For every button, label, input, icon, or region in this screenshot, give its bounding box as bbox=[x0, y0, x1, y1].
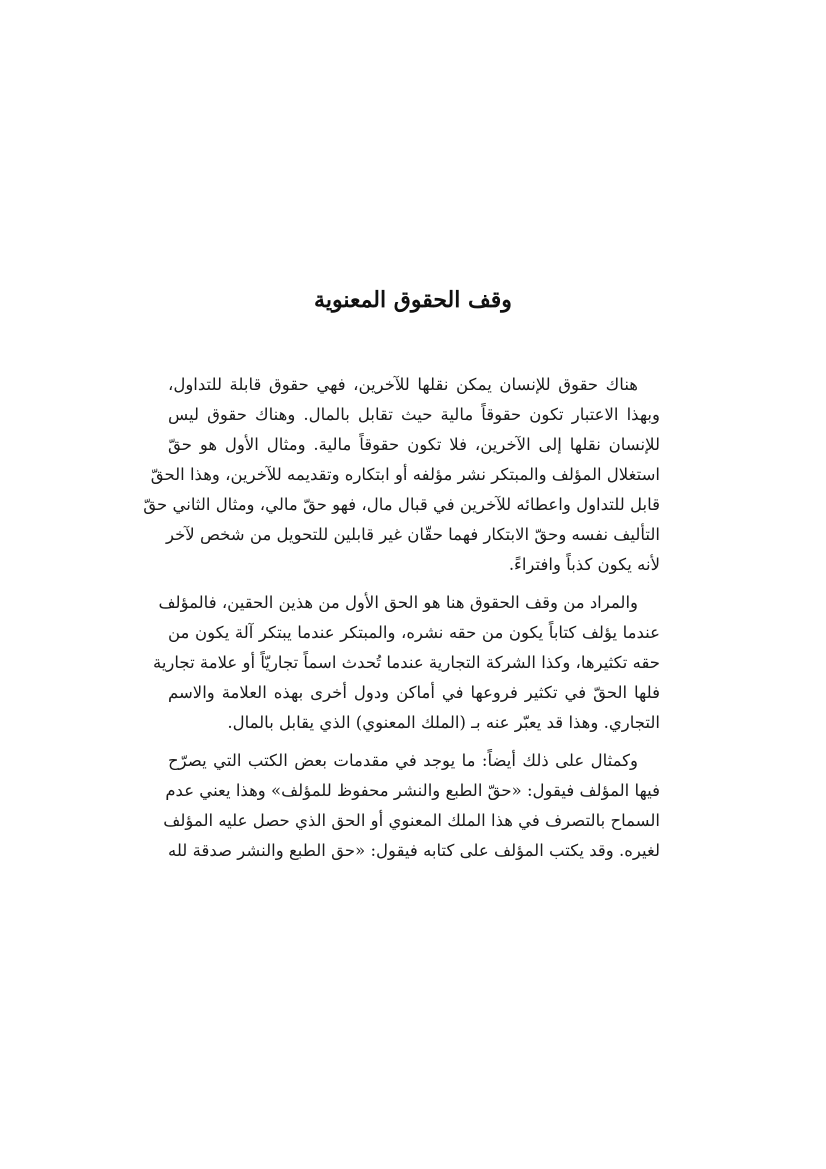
body-text bbox=[143, 370, 660, 874]
text-line: والمراد من وقف الحقوق هنا هو الحق الأول من هذين الحقين، فالمؤلف bbox=[158, 593, 638, 612]
text-line: لغيره. وقد يكتب المؤلف على كتابه فيقول: «حق الطبع والنشر صدقة لله bbox=[168, 841, 660, 860]
text-line: التأليف نفسه وحقّ الابتكار فهما حقّان غير قابلين للتحويل من شخص لآخر bbox=[165, 525, 660, 544]
text-line: عندما يؤلف كتاباً يكون من حقه نشره، والمبتكر عندما يبتكر آلة يكون من bbox=[168, 623, 660, 642]
paragraph-2 bbox=[152, 588, 660, 738]
text-line: وبهذا الاعتبار تكون حقوقاً مالية حيث تقابل بالمال. وهناك حقوق ليس bbox=[168, 405, 660, 424]
text-line: هناك حقوق للإنسان يمكن نقلها للآخرين، فهي حقوق قابلة للتداول، bbox=[168, 375, 638, 394]
text-line: السماح بالتصرف في هذا الملك المعنوي أو الحق الذي حصل عليه المؤلف bbox=[163, 811, 660, 830]
text-line: فلها الحقّ في تكثير فروعها في أماكن ودول أخرى بهذه العلامة والاسم bbox=[168, 683, 660, 702]
text-line: استغلال المؤلف والمبتكر نشر مؤلفه أو ابتكاره وتقديمه للآخرين، وهذا الحقّ bbox=[150, 465, 660, 484]
text-line: قابل للتداول واعطائه للآخرين في قبال مال، فهو حقّ مالي، ومثال الثاني حقّ bbox=[143, 495, 660, 514]
text-line: التجاري. وهذا قد يعبّر عنه بـ (الملك المعنوي) الذي يقابل بالمال. bbox=[227, 713, 660, 732]
text-line: وكمثال على ذلك أيضاً: ما يوجد في مقدمات بعض الكتب التي يصرّح bbox=[168, 751, 638, 770]
text-line: لأنه يكون كذباً وافتراءً. bbox=[508, 555, 660, 574]
paragraph-1 bbox=[143, 370, 660, 580]
text-line: حقه تكثيرها، وكذا الشركة التجارية عندما تُحدث اسماً تجاريّاً أو علامة تجارية bbox=[152, 653, 660, 672]
text-line: للإنسان نقلها إلى الآخرين، فلا تكون حقوقاً مالية. ومثال الأول هو حقّ bbox=[168, 435, 660, 454]
paragraph-3 bbox=[163, 746, 660, 866]
text-line: فيها المؤلف فيقول: «حقّ الطبع والنشر محفوظ للمؤلف» وهذا يعني عدم bbox=[165, 781, 660, 800]
page-title: وقف الحقوق المعنوية bbox=[314, 287, 512, 313]
